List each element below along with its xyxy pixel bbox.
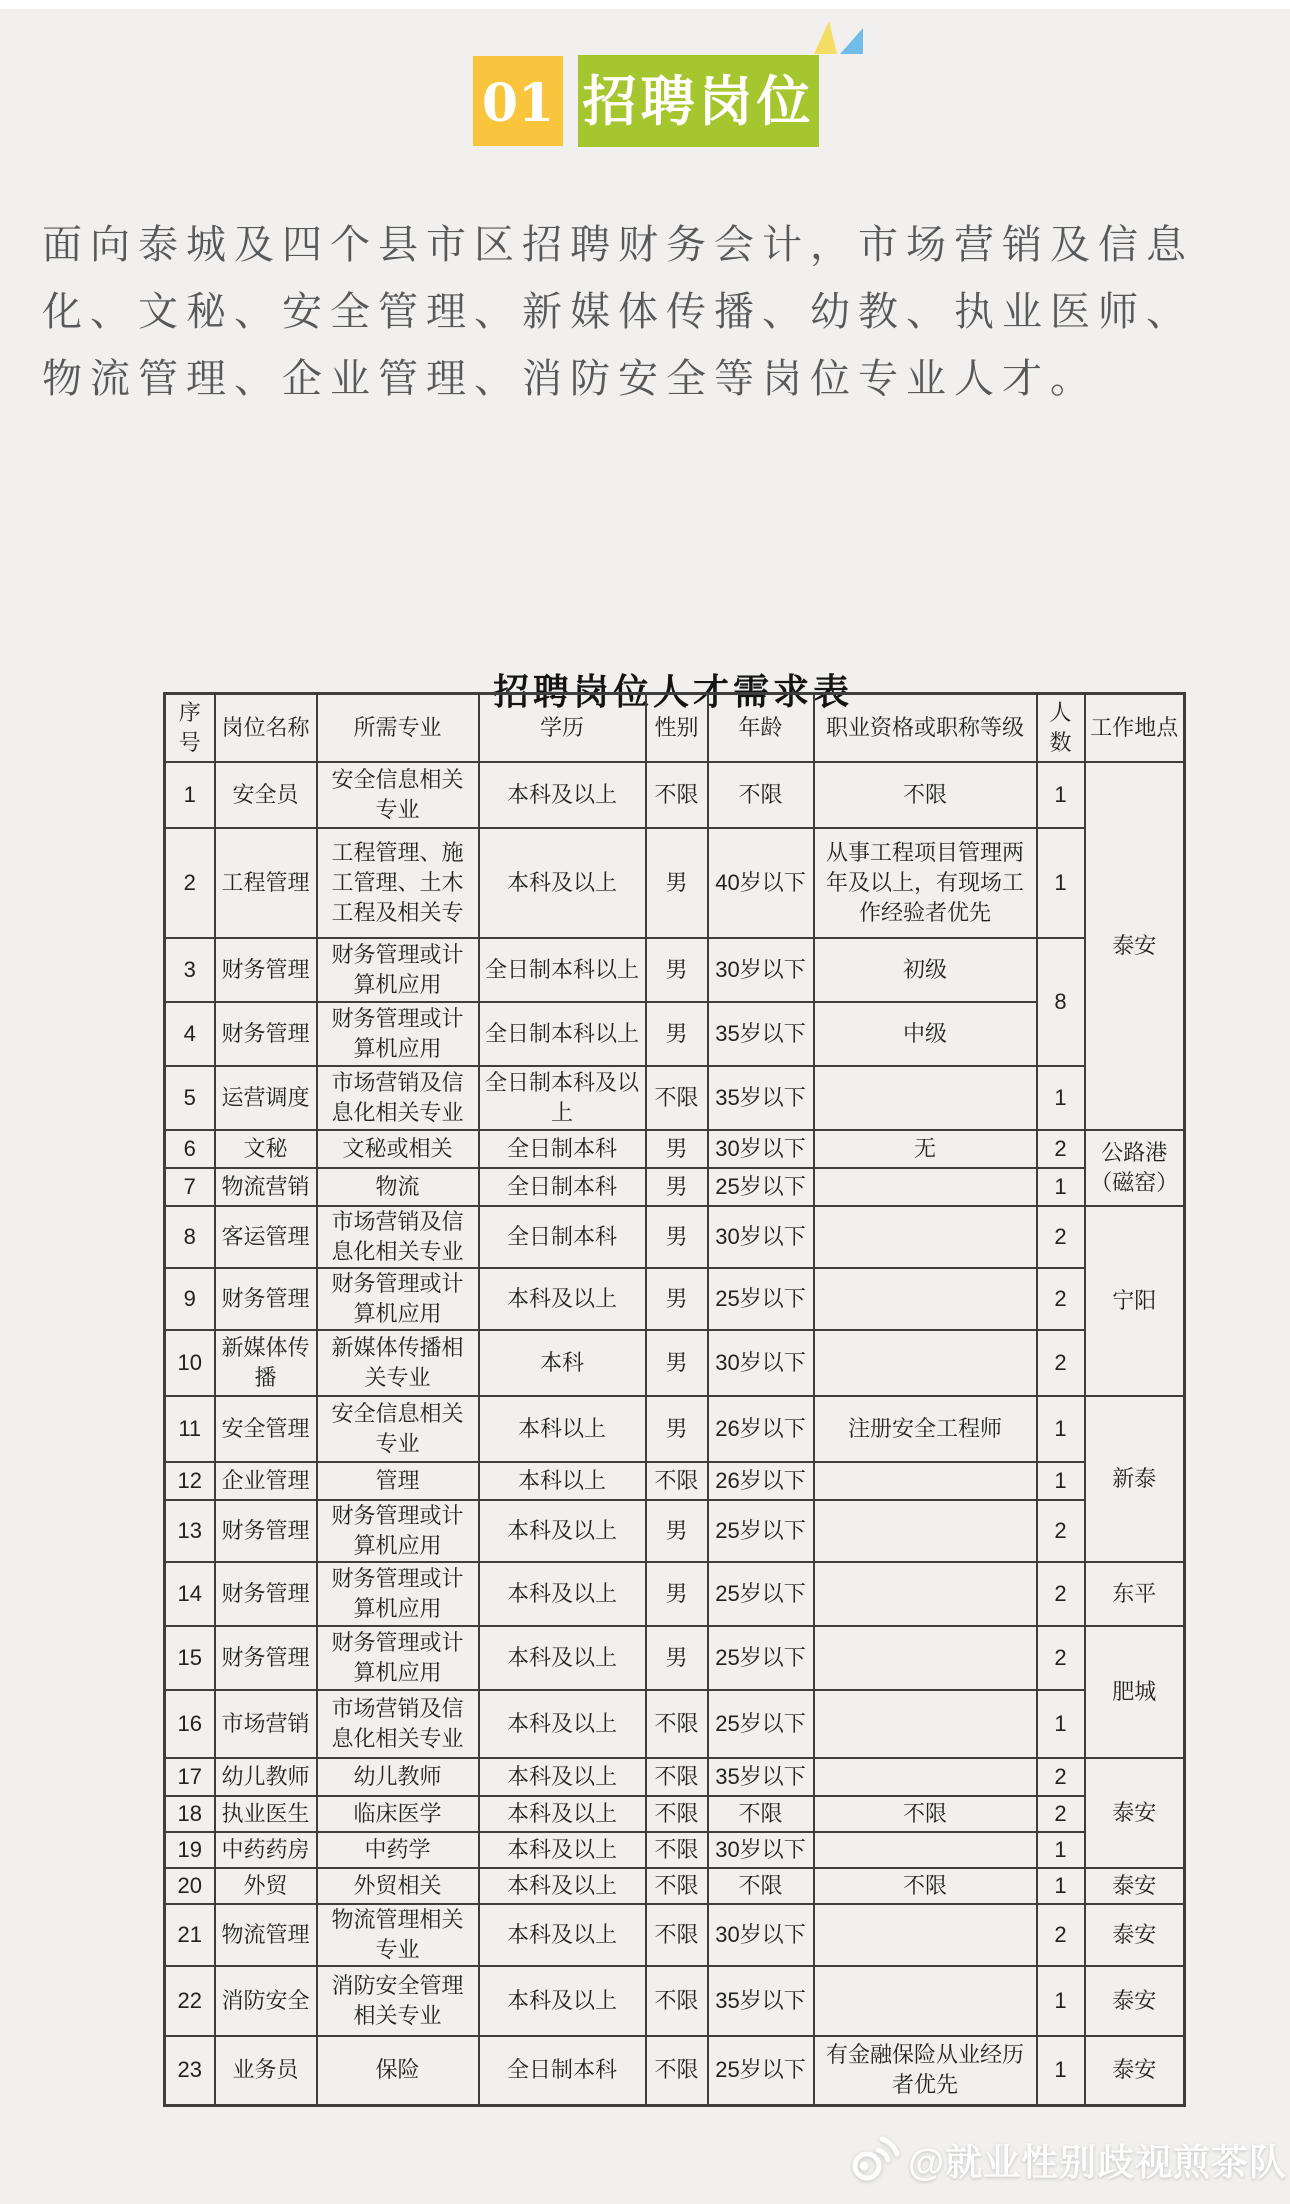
table-cell: 幼儿教师 [317,1758,479,1796]
table-cell: 2 [1037,1626,1085,1690]
table-cell: 9 [165,1268,215,1330]
table-row [165,1268,1185,1330]
table-row [165,1002,1185,1066]
table-cell: 无 [814,1130,1037,1168]
table-cell: 男 [646,828,708,938]
table-cell: 全日制本科以上 [479,1002,646,1066]
table-cell: 财务管理 [215,1500,317,1562]
table-row [165,1206,1185,1268]
table-cell: 不限 [646,1758,708,1796]
watermark [848,2132,1287,2186]
table-row [165,1796,1185,1832]
table-cell: 中药药房 [215,1832,317,1868]
table-cell: 16 [165,1690,215,1758]
table-cell [814,1206,1037,1268]
table-cell: 男 [646,1168,708,1206]
table-row [165,762,1185,828]
table-cell: 宁阳 [1085,1206,1185,1396]
table-cell: 消防安全管理相关专业 [317,1966,479,2036]
table-cell: 本科及以上 [479,1626,646,1690]
table-cell: 男 [646,1002,708,1066]
column-header: 职业资格或职称等级 [814,694,1037,762]
table-cell: 客运管理 [215,1206,317,1268]
table-cell: 10 [165,1330,215,1396]
table-cell: 本科及以上 [479,828,646,938]
table-cell: 25岁以下 [708,2036,814,2106]
table-cell: 男 [646,1330,708,1396]
table-cell: 安全管理 [215,1396,317,1462]
table-cell: 男 [646,1562,708,1626]
triangle-yellow-icon [814,21,837,54]
table-cell: 物流管理 [215,1904,317,1966]
table-cell [814,1758,1037,1796]
table-row [165,1758,1185,1796]
table-row [165,1130,1185,1168]
table-cell: 物流管理相关专业 [317,1904,479,1966]
table-cell: 不限 [708,762,814,828]
table-cell [814,1832,1037,1868]
table-cell: 财务管理 [215,1562,317,1626]
table-cell: 2 [1037,1904,1085,1966]
column-header: 所需专业 [317,694,479,762]
table-cell: 本科及以上 [479,1690,646,1758]
table-cell: 中药学 [317,1832,479,1868]
table-cell: 外贸相关 [317,1868,479,1904]
table-cell: 30岁以下 [708,1206,814,1268]
table-cell: 管理 [317,1462,479,1500]
table-cell: 22 [165,1966,215,2036]
column-header: 年龄 [708,694,814,762]
table-cell: 2 [1037,1330,1085,1396]
table-cell: 11 [165,1396,215,1462]
table-cell: 保险 [317,2036,479,2106]
table-cell: 泰安 [1085,2036,1185,2106]
table-cell: 幼儿教师 [215,1758,317,1796]
table-cell: 执业医生 [215,1796,317,1832]
section-number-badge: 01 [473,56,563,146]
table-cell: 13 [165,1500,215,1562]
table-cell [814,1966,1037,2036]
table-cell: 肥城 [1085,1626,1185,1758]
table-cell: 泰安 [1085,1868,1185,1904]
table-cell: 不限 [646,2036,708,2106]
table-cell: 全日制本科 [479,2036,646,2106]
table-cell: 安全信息相关专业 [317,1396,479,1462]
table-cell: 30岁以下 [708,1330,814,1396]
table-cell: 1 [1037,1168,1085,1206]
table-cell: 25岁以下 [708,1626,814,1690]
table-cell: 不限 [646,1690,708,1758]
table-cell: 消防安全 [215,1966,317,2036]
table-cell: 运营调度 [215,1066,317,1130]
table-cell: 20 [165,1868,215,1904]
table-cell: 2 [1037,1796,1085,1832]
table-row [165,1562,1185,1626]
table-cell: 市场营销及信息化相关专业 [317,1206,479,1268]
table-cell: 财务管理或计算机应用 [317,1500,479,1562]
table-cell: 市场营销及信息化相关专业 [317,1690,479,1758]
table-cell: 19 [165,1832,215,1868]
table-cell: 25岁以下 [708,1562,814,1626]
table-row [165,1904,1185,1966]
table-row [165,1690,1185,1758]
table-cell: 1 [1037,1966,1085,2036]
table-cell: 临床医学 [317,1796,479,1832]
table-cell: 男 [646,1500,708,1562]
table-title: 招聘岗位人才需求表 [492,670,853,712]
table-cell: 东平 [1085,1562,1185,1626]
table-cell: 26岁以下 [708,1462,814,1500]
table-row [165,938,1185,1002]
table-cell [814,1562,1037,1626]
table-cell: 40岁以下 [708,828,814,938]
table-cell: 不限 [646,1904,708,1966]
table-cell: 1 [1037,828,1085,938]
table-cell [814,1690,1037,1758]
table-cell: 工程管理 [215,828,317,938]
table-cell: 财务管理 [215,1002,317,1066]
table-cell: 泰安 [1085,1904,1185,1966]
table-row [165,1966,1185,2036]
table-cell: 2 [165,828,215,938]
column-header: 序号 [165,694,215,762]
table-cell: 不限 [814,1868,1037,1904]
table-cell: 1 [1037,762,1085,828]
table-cell: 全日制本科 [479,1168,646,1206]
table-cell: 25岁以下 [708,1500,814,1562]
section-title-badge: 招聘岗位 [578,55,819,147]
table-cell: 1 [1037,1066,1085,1130]
table-cell: 8 [165,1206,215,1268]
table-cell: 财务管理 [215,1268,317,1330]
table-cell: 2 [1037,1206,1085,1268]
table-cell: 不限 [646,762,708,828]
table-cell: 本科及以上 [479,762,646,828]
table-cell: 全日制本科 [479,1130,646,1168]
watermark-text: @就业性别歧视煎茶队 [908,2142,1288,2183]
table-row [165,1868,1185,1904]
table-cell: 18 [165,1796,215,1832]
table-cell: 本科及以上 [479,1758,646,1796]
corner-decor [812,18,866,56]
table-cell: 1 [1037,1868,1085,1904]
table-cell: 本科 [479,1330,646,1396]
table-cell: 25岁以下 [708,1690,814,1758]
table-cell: 业务员 [215,2036,317,2106]
table-cell: 30岁以下 [708,1832,814,1868]
table-cell: 不限 [646,1832,708,1868]
table-cell: 不限 [646,1796,708,1832]
table-cell: 1 [1037,1462,1085,1500]
table-cell: 本科及以上 [479,1904,646,1966]
table-cell: 不限 [646,1066,708,1130]
table-cell: 财务管理或计算机应用 [317,1002,479,1066]
table-cell [814,1904,1037,1966]
table-cell: 男 [646,1130,708,1168]
table-cell: 物流 [317,1168,479,1206]
table-cell: 3 [165,938,215,1002]
table-cell: 8 [1037,938,1085,1066]
table-row [165,1330,1185,1396]
triangle-blue-icon [840,28,863,54]
table-cell: 市场营销 [215,1690,317,1758]
table-cell: 泰安 [1085,1966,1185,2036]
table-cell: 不限 [646,1966,708,2036]
table-cell: 财务管理 [215,938,317,1002]
table-row [165,1396,1185,1462]
table-cell: 本科及以上 [479,1868,646,1904]
table-cell [814,1462,1037,1500]
table-cell [814,1168,1037,1206]
table-cell: 25岁以下 [708,1168,814,1206]
table-cell: 2 [1037,1130,1085,1168]
table-cell [814,1626,1037,1690]
table-cell: 安全员 [215,762,317,828]
table-cell [814,1066,1037,1130]
table-cell: 企业管理 [215,1462,317,1500]
table-cell: 23 [165,2036,215,2106]
table-cell [814,1330,1037,1396]
table-cell: 市场营销及信息化相关专业 [317,1066,479,1130]
table-cell: 男 [646,938,708,1002]
table-cell: 新泰 [1085,1396,1185,1562]
table-header-row [165,694,1185,762]
column-header: 性别 [646,694,708,762]
table-cell: 财务管理 [215,1626,317,1690]
table-cell: 安全信息相关专业 [317,762,479,828]
table-cell: 4 [165,1002,215,1066]
table-cell: 中级 [814,1002,1037,1066]
table-cell: 15 [165,1626,215,1690]
table-cell: 男 [646,1626,708,1690]
table-cell: 1 [1037,1396,1085,1462]
table-cell: 公路港（磁窑） [1085,1130,1185,1206]
table-cell: 不限 [708,1868,814,1904]
table-cell: 21 [165,1904,215,1966]
table-cell: 14 [165,1562,215,1626]
table-cell: 不限 [646,1462,708,1500]
top-strip [0,0,1290,9]
table-cell: 全日制本科以上 [479,938,646,1002]
table-cell: 新媒体传播相关专业 [317,1330,479,1396]
table-cell: 不限 [708,1796,814,1832]
table-cell: 注册安全工程师 [814,1396,1037,1462]
table-cell: 本科及以上 [479,1966,646,2036]
table-cell: 2 [1037,1758,1085,1796]
table-row [165,1500,1185,1562]
table-cell: 25岁以下 [708,1268,814,1330]
table-row [165,1066,1185,1130]
table-cell: 财务管理或计算机应用 [317,1268,479,1330]
table-cell: 全日制本科及以上 [479,1066,646,1130]
table-cell: 男 [646,1396,708,1462]
table-cell: 17 [165,1758,215,1796]
table-cell: 物流营销 [215,1168,317,1206]
table-cell: 1 [1037,2036,1085,2106]
table-cell: 初级 [814,938,1037,1002]
weibo-icon [848,2133,900,2185]
table-row [165,1462,1185,1500]
table-cell: 男 [646,1206,708,1268]
table-cell: 本科及以上 [479,1500,646,1562]
table-cell: 本科及以上 [479,1562,646,1626]
table-cell: 新媒体传播 [215,1330,317,1396]
table-cell: 30岁以下 [708,1130,814,1168]
table-cell: 30岁以下 [708,938,814,1002]
column-header: 人数 [1037,694,1085,762]
table-cell: 有金融保险从业经历者优先 [814,2036,1037,2106]
table-cell: 35岁以下 [708,1002,814,1066]
column-header: 岗位名称 [215,694,317,762]
table-cell: 35岁以下 [708,1066,814,1130]
table-cell: 2 [1037,1562,1085,1626]
table-cell: 7 [165,1168,215,1206]
table-row [165,1626,1185,1690]
table-cell [814,1268,1037,1330]
table-cell: 文秘 [215,1130,317,1168]
column-header: 学历 [479,694,646,762]
table-cell: 35岁以下 [708,1966,814,2036]
table-cell: 从事工程项目管理两年及以上，有现场工作经验者优先 [814,828,1037,938]
table-cell: 2 [1037,1268,1085,1330]
table-cell: 30岁以下 [708,1904,814,1966]
table-cell: 泰安 [1085,1758,1185,1868]
table-cell: 35岁以下 [708,1758,814,1796]
table-row [165,1832,1185,1868]
table-cell: 6 [165,1130,215,1168]
table-row [165,2036,1185,2106]
table-cell: 本科以上 [479,1396,646,1462]
table-cell: 2 [1037,1500,1085,1562]
table-cell: 财务管理或计算机应用 [317,1626,479,1690]
table-cell [814,1500,1037,1562]
table-cell: 财务管理或计算机应用 [317,1562,479,1626]
table-wrap [163,692,1186,2107]
recruitment-table [163,692,1186,2107]
table-cell: 工程管理、施工管理、土木工程及相关专 [317,828,479,938]
table-cell: 1 [165,762,215,828]
table-cell: 本科及以上 [479,1268,646,1330]
table-cell: 12 [165,1462,215,1500]
table-cell: 外贸 [215,1868,317,1904]
table-cell: 不限 [646,1868,708,1904]
table-cell: 5 [165,1066,215,1130]
table-cell: 1 [1037,1690,1085,1758]
table-row [165,828,1185,938]
table-cell: 财务管理或计算机应用 [317,938,479,1002]
table-cell: 本科及以上 [479,1796,646,1832]
table-cell: 文秘或相关 [317,1130,479,1168]
table-cell: 不限 [814,1796,1037,1832]
table-cell: 男 [646,1268,708,1330]
table-cell: 26岁以下 [708,1396,814,1462]
table-cell: 泰安 [1085,762,1185,1130]
table-cell: 1 [1037,1832,1085,1868]
table-cell: 本科及以上 [479,1832,646,1868]
table-row [165,1168,1185,1206]
table-cell: 全日制本科 [479,1206,646,1268]
table-cell: 不限 [814,762,1037,828]
intro-paragraph: 面向泰城及四个县市区招聘财务会计，市场营销及信息化、文秘、安全管理、新媒体传播、幼教、执业医师、物流管理、企业管理、消防安全等岗位专业人才。 [42,223,1194,401]
table-cell: 本科以上 [479,1462,646,1500]
column-header: 工作地点 [1085,694,1185,762]
